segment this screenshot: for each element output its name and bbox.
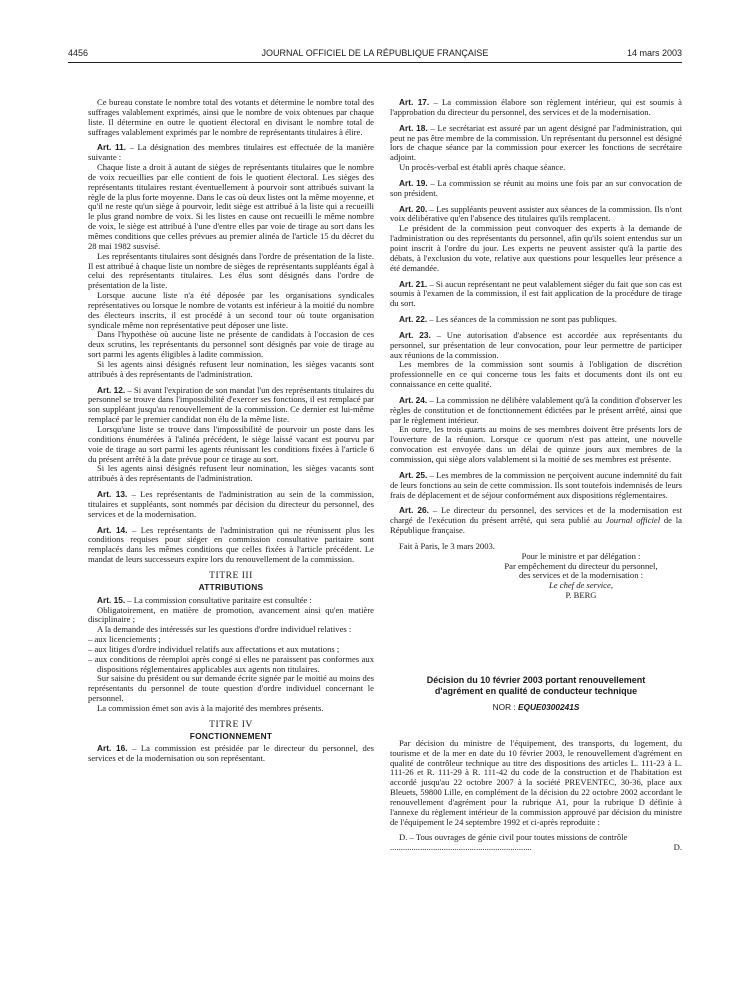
- article-15: Art. 15. – La commission consultative paritaire est consultée :: [97, 594, 312, 605]
- paragraph: Les membres de la commission sont soumis à l'obligation de discrétion professionnelle en ce qui concerne tous les faits et documents dont ils ont eu connaissance en cette qualité.: [390, 359, 682, 390]
- article-16: Art. 16. – La commission est présidée par le directeur du personnel, des services et de la modernisation ou son représentant.: [88, 743, 374, 764]
- article-label: Art. 14.: [97, 524, 128, 535]
- titre-subheading: FONCTIONNEMENT: [189, 730, 273, 741]
- journal-officiel-italic: Journal officiel: [605, 515, 661, 526]
- article-label: Art. 16.: [97, 743, 128, 754]
- article-25: Art. 25. – Les membres de la commission ne perçoivent aucune indemnité du fait de leurs fonctions au sein de cette commission. Ils sont toutefois indemnisés de leurs frais de déplacement et de séjour conformément aux dispositions réglementaires.: [390, 469, 682, 500]
- decision-title: Décision du 10 février 2003 portant renouvellement d'agrément en qualité de conducteur technique: [426, 674, 646, 696]
- decision-body: [390, 739, 682, 853]
- article-label: Art. 21.: [399, 278, 428, 289]
- article-12: Art. 12. – Si avant l'expiration de son mandat l'un des représentants titulaires du personnel se trouve dans l'impossibilité d'exercer ses fonctions, il est remplacé par son suppléant jusqu'au renouvellement de la commission. Ce dernier est lui-même remplacé par le premier candidat non élu de la même liste.: [88, 384, 374, 425]
- paragraph: Les représentants titulaires sont désignés dans l'ordre de présentation de la liste. Il est attribué à chaque liste un nombre de sièges de représentants suppléants égal à celui des représentants titulaires. Les élus sont désignés dans l'ordre de présentation de la liste.: [88, 250, 374, 291]
- article-label: Art. 20.: [399, 203, 428, 214]
- paragraph: Lorsqu'une liste se trouve dans l'impossibilité de pourvoir un poste dans les conditions énumérées à l'alinéa précédent, le siège laissé vacant est pourvu par voie de tirage au sort parmi les agents réunissant les conditions fixées à l'article 6 du présent arrêté à la date prévue pour ce tirage au sort.: [88, 424, 374, 464]
- final-line: D. – Tous ouvrages de génie civil pour toutes missions de contrôle: [399, 832, 628, 843]
- signature-line: des services et de la modernisation :: [518, 570, 644, 581]
- article-22: Art. 22. – Les séances de la commission ne sont pas publiques.: [399, 314, 617, 325]
- signature-line: Pour le ministre et par délégation :: [521, 550, 641, 561]
- fait-a-paris: Fait à Paris, le 3 mars 2003.: [399, 540, 495, 551]
- article-19: Art. 19. – La commission se réunit au moins une fois par an sur convocation de son président.: [390, 177, 682, 198]
- article-21: Art. 21. – Si aucun représentant ne peut valablement siéger du fait que son cas est soumis à l'examen de la commission, il est fait application de la procédure de tirage du sort.: [390, 278, 682, 309]
- list-item: – aux conditions de réemploi après congé si elles ne paraissent pas conformes aux dispositions réglementaires applicables aux agents non titulaires.: [88, 653, 374, 674]
- paragraph: Le président de la commission peut convoquer des experts à la demande de l'administration ou des représentants du personnel, afin qu'ils soient entendus sur un point inscrit à l'ordre du jour. Les experts ne peuvent assister qu'à la partie des débats, à l'exclusion du vote, relative aux questions pour lesquelles leur présence a été demandée.: [390, 223, 682, 273]
- paragraph: Si les agents ainsi désignés refusent leur nomination, les sièges vacants sont attribués à des représentants de l'administration.: [88, 358, 374, 379]
- list-item: – aux licenciements ;: [88, 634, 161, 645]
- signature-block: [480, 552, 682, 601]
- paragraph: Lorsque aucune liste n'a été déposée par les organisations syndicales représentatives ou lorsque le nombre de votants est inférieur à la moitié du nombre des électeurs inscrits, il est procédé à un second tour où toute organisation syndicale même non représentative peut déposer une liste.: [88, 290, 374, 330]
- article-20: Art. 20. – Les suppléants peuvent assister aux séances de la commission. Ils n'ont voix délibérative qu'en l'absence des titulaires qu'ils remplacent.: [390, 203, 682, 224]
- titre-subheading: ATTRIBUTIONS: [198, 581, 264, 592]
- paragraph: Un procès-verbal est établi après chaque séance.: [399, 162, 566, 173]
- nor-reference: NOR : EQUE0300241S: [492, 701, 580, 712]
- article-label: Art. 13.: [97, 489, 128, 500]
- article-17: Art. 17. – La commission élabore son règlement intérieur, qui est soumis à l'approbation du directeur du personnel, des services et de la modernisation.: [390, 97, 682, 117]
- article-label: Art. 23.: [399, 329, 431, 340]
- paragraph: La commission émet son avis à la majorité des membres présents.: [97, 702, 324, 713]
- article-label: Art. 12.: [97, 384, 126, 395]
- article-label: Art. 11.: [97, 142, 127, 153]
- article-23: Art. 23. – Une autorisation d'absence est accordée aux représentants du personnel, sur présentation de leur convocation, pour leur permettre de participer aux réunions de la commission.: [390, 329, 682, 360]
- paragraph: Si les agents ainsi désignés refusent leur nomination, les sièges vacants sont attribués à des représentants de l'administration.: [88, 463, 374, 484]
- article-13: Art. 13. – Les représentants de l'administration au sein de la commission, titulaires et suppléants, sont nommés par décision du directeur du personnel, des services et de la modernisation.: [88, 489, 374, 519]
- article-24: Art. 24. – La commission ne délibère valablement qu'à la condition d'observer les règles de constitution et de fonctionnement édictées par le présent arrêté, ainsi que par le règlement intérieur.: [390, 394, 682, 425]
- header-rule: [68, 62, 682, 63]
- paragraph: Obligatoirement, en matière de promotion, avancement ainsi qu'en matière disciplinaire ;: [88, 604, 374, 625]
- article-11: Art. 11. – La désignation des membres titulaires est effectuée de la manière suivante :: [88, 142, 375, 163]
- issue-date: 14 mars 2003: [626, 48, 682, 58]
- paragraph: Sur saisine du président ou sur demande écrite signée par le moitié au moins des représentants du personnel de toute question d'ordre individuel concernant le personnel.: [88, 673, 374, 704]
- article-label: Art. 19.: [399, 177, 428, 188]
- list-item: – aux litiges d'ordre individuel relatifs aux affectations et aux mutations ;: [88, 643, 340, 654]
- page-header: [68, 48, 682, 62]
- paragraph: A la demande des intéressés sur les questions d'ordre individuel relatives :: [97, 624, 352, 635]
- journal-title: JOURNAL OFFICIEL DE LA RÉPUBLIQUE FRANÇAISE: [261, 48, 489, 58]
- signature-title: Le chef de service,: [549, 580, 613, 591]
- final-line-end: .................................................................. D.: [390, 842, 682, 853]
- article-label: Art. 26.: [399, 505, 429, 516]
- article-label: Art. 24.: [399, 394, 428, 405]
- right-column: [390, 98, 682, 853]
- article-label: Art. 18.: [399, 122, 428, 133]
- article-label: Art. 22.: [399, 314, 428, 325]
- signatory-name: P. BERG: [565, 590, 597, 601]
- paragraph: Chaque liste a droit à autant de sièges de représentants titulaires que le nombre de voix recueillies par elle contient de fois le quotient électoral. Les sièges des représentants titulaires restant éventuellement à pourvoir sont attribués suivant la règle de la plus forte moyenne. Dans le cas où deux listes ont la même moyenne, et qu'il ne reste qu'un siège à pourvoir, ledit siège est attribué à la liste qui a recueilli le plus grand nombre de voix. Si les listes en cause ont recueilli le même nombre de voix, le siège est attribué à l'une d'entre elles par voie de tirage au sort dans les mêmes conditions que celles prévues au premier alinéa de l'article 15 du décret du 28 mai 1982 susvisé.: [88, 162, 374, 251]
- nor-code: EQUE0300241S: [518, 701, 580, 712]
- paragraph: Dans l'hypothèse où aucune liste ne présente de candidats à l'occasion de ces deux scrutins, les représentants du personnel sont désignés par voie de tirage au sort parmi les agents éligibles à ladite commission.: [88, 329, 374, 360]
- paragraph: Par décision du ministre de l'équipement, des transports, du logement, du tourisme et de la mer en date du 10 février 2003, le renouvellement d'agrément en qualité de contrôleur technique au titre des dispositions des articles L. 111-23 à L. 111-26 et R. 111-29 à R. 111-42 du code de la construction et de l'habitation est accordé jusqu'au 22 octobre 2007 à la société PREVENTEC, 30-36, place aux Bleuets, 59800 Lille, en complément de la décision du 22 octobre 2002 accordant le renouvellement d'agrément pour la rubrique A1, pour la rubrique D définie à l'annexe du règlement intérieur de la commission approuvé par décision du ministre de l'équipement le 24 septembre 1992 et ci-après reproduite :: [390, 737, 682, 827]
- paragraph: Ce bureau constate le nombre total des votants et détermine le nombre total des suffrages valablement exprimés, ainsi que le nombre de voix obtenues par chaque liste. Il détermine en outre le quotient électoral en divisant le nombre total de suffrages valablement exprimés par le nombre de représentants titulaires à élire.: [88, 97, 374, 137]
- article-14: Art. 14. – Les représentants de l'administration qui ne réunissent plus les conditions requises pour siéger en commission consultative paritaire sont remplacés dans les mêmes conditions que celles fixées à l'article précédent. Le mandat de leurs successeurs expire lors du renouvellement de la commission.: [88, 524, 374, 565]
- page-number: 4456: [68, 48, 89, 58]
- titre-heading: TITRE III: [209, 569, 253, 581]
- article-label: Art. 25.: [399, 469, 428, 480]
- bullet-list: [88, 635, 374, 674]
- article-18: Art. 18. – Le secrétariat est assuré par un agent désigné par l'administration, qui peut ne pas être membre de la commission. Un représentant du personnel est désigné lors de chaque séance par la commission pour exercer les fonctions de secrétaire adjoint.: [390, 122, 683, 163]
- paragraph: En outre, les trois quarts au moins de ses membres doivent être présents lors de l'ouverture de la réunion. Lorsque ce quorum n'est pas atteint, une nouvelle convocation est envoyée dans un délai de quinze jours aux membres de la commission, qui siège alors valablement si la moitié de ses membres est présente.: [390, 424, 682, 464]
- article-label: Art. 15.: [97, 594, 126, 605]
- signature-line: Par empêchement du directeur du personnel,: [504, 560, 658, 571]
- titre-heading: TITRE IV: [209, 718, 253, 730]
- article-26: Art. 26. – Le directeur du personnel, des services et de la modernisation est chargé de l'exécution du présent arrêté, qui sera publié au Journal officiel de la République française.: [390, 505, 682, 536]
- article-label: Art. 17.: [399, 97, 430, 107]
- left-column: [88, 98, 374, 764]
